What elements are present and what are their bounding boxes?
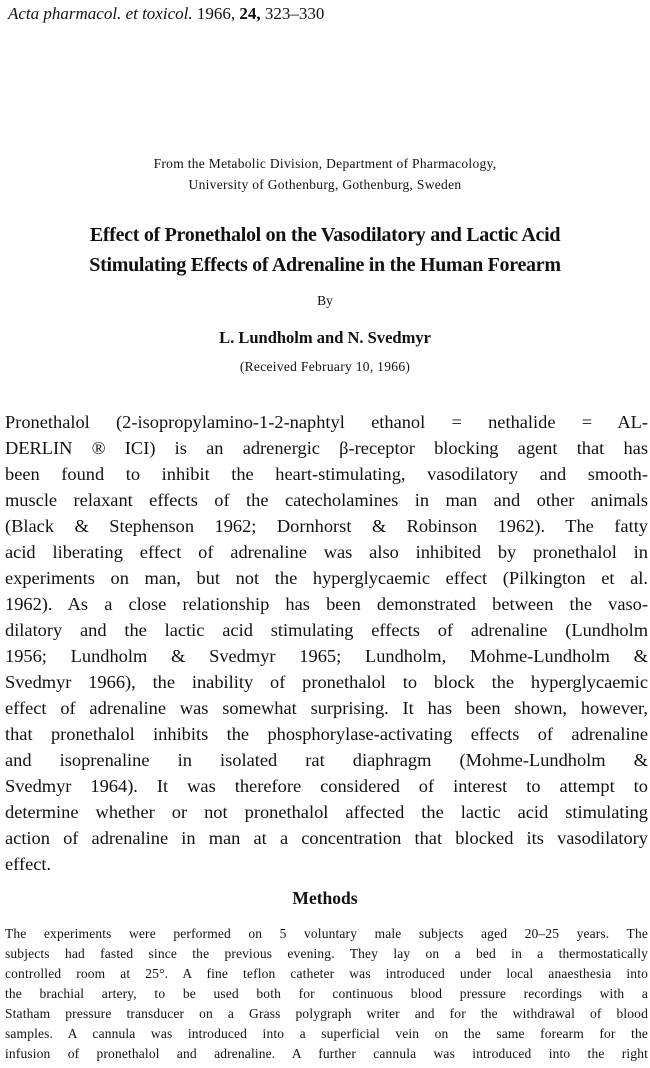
article-title-line-2: Stimulating Effects of Adrenaline in the Human Forearm <box>89 254 561 276</box>
intro-line: been found to inhibit the heart-stimulating, vasodilatory and smooth- <box>5 464 648 484</box>
intro-line: Svedmyr 1964). It was therefore considered of interest to attempt to <box>5 776 648 796</box>
journal-volume: 24, <box>239 4 261 23</box>
authors: L. Lundholm and N. Svedmyr <box>219 328 431 347</box>
intro-line: 1962). As a close relationship has been demonstrated between the vaso- <box>5 594 648 614</box>
methods-line: Statham pressure transducer on a Grass polygraph writer and for the withdrawal of blood <box>5 1006 648 1021</box>
by-label: By <box>317 293 333 308</box>
intro-line: experiments on man, but not the hyperglycaemic effect (Pilkington et al. <box>5 568 648 588</box>
received-date: (Received February 10, 1966) <box>239 359 411 374</box>
methods-line: controlled room at 25°. A fine teflon catheter was introduced under local anaesthesia into <box>5 966 648 981</box>
methods-heading: Methods <box>292 888 358 908</box>
journal-pages: 323–330 <box>264 4 325 23</box>
intro-line: DERLIN ® ICI) is an adrenergic β-receptor blocking agent that has <box>5 438 648 458</box>
intro-line: acid liberating effect of adrenaline was also inhibited by pronethalol in <box>5 542 648 562</box>
methods-line: the brachial artery, to be used both for continuous blood pressure recordings with a <box>5 986 648 1001</box>
intro-line: action of adrenaline in man at a concentration that blocked its vasodilatory <box>5 828 648 848</box>
intro-line: 1956; Lundholm & Svedmyr 1965; Lundholm, Mohme-Lundholm & <box>5 646 648 666</box>
intro-line: (Black & Stephenson 1962; Dornhorst & Robinson 1962). The fatty <box>5 516 648 536</box>
intro-line: determine whether or not pronethalol affected the lactic acid stimulating <box>5 802 648 822</box>
intro-line: effect. <box>5 854 52 874</box>
intro-line: that pronethalol inhibits the phosphorylase-activating effects of adrenaline <box>5 724 648 744</box>
intro-line: dilatory and the lactic acid stimulating effects of adrenaline (Lundholm <box>5 620 648 640</box>
journal-year: 1966, <box>196 4 236 23</box>
methods-line: The experiments were performed on 5 voluntary male subjects aged 20–25 years. The <box>5 926 648 941</box>
intro-line: effect of adrenaline was somewhat surprising. It has been shown, however, <box>5 698 648 718</box>
affiliation-line-2: University of Gothenburg, Gothenburg, Sweden <box>188 177 462 192</box>
affiliation-line-1: From the Metabolic Division, Department of Pharmacology, <box>153 156 497 171</box>
methods-line: samples. A cannula was introduced into a superficial vein on the same forearm for the <box>5 1026 648 1041</box>
journal-name: Acta pharmacol. et toxicol. <box>8 4 193 23</box>
article-title-line-1: Effect of Pronethalol on the Vasodilatory and Lactic Acid <box>89 224 561 246</box>
intro-line: muscle relaxant effects of the catecholamines in man and other animals <box>5 490 648 510</box>
methods-line: infusion of pronethalol and adrenaline. A further cannula was introduced into the right <box>5 1046 648 1061</box>
intro-line: Pronethalol (2-isopropylamino-1-2-naphtyl ethanol = nethalide = AL- <box>5 412 648 432</box>
methods-line: subjects had fasted since the previous evening. They lay on a bed in a thermostatically <box>5 946 648 961</box>
journal-citation <box>8 4 324 24</box>
intro-line: and isoprenaline in isolated rat diaphragm (Mohme-Lundholm & <box>5 750 648 770</box>
intro-line: Svedmyr 1966), the inability of pronethalol to block the hyperglycaemic <box>5 672 648 692</box>
